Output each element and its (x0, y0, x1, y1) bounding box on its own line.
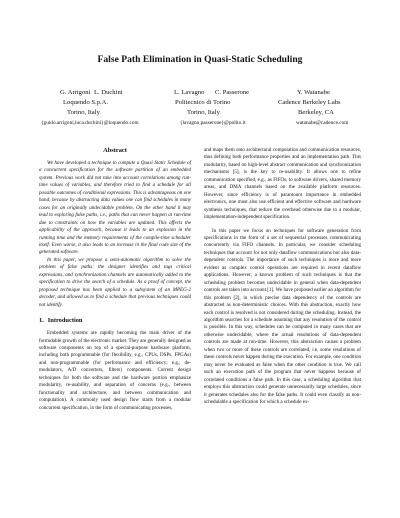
abstract-paragraph: In this paper, we propose a semi-automatic algorithm to solve the problem of false paths: the designer identifies and tags critical expressions, and synchronization channels are automatically added to the specification to drive the search of a schedule. As a proof of concept, the proposed technique has been applied to a subsystem of an MPEG-2 decoder, and allowed us to find a schedule that previous techniques could not identify. (39, 256, 191, 308)
author-city: Berkeley, CA (298, 109, 334, 116)
body-paragraph: Embedded systems are rapidly becoming the main driver of the formidable growth of the electronic market. They are generally designed as software components on top of a special-purpose hardware platform, including both programmable (for flexibility, e.g., CPUs, DSPs, FPGAs) and non-programmable (for performance and efficiency; e.g., de-modulators, A/D converters, filters) components. Current design techniques for both the software and the hardware portion emphasize modularity, re-usability, and separation of concerns (e.g., between functionality and architecture, and between communication and computation). A commonly used design flow starts from a modular concurrent specification, in the form of communicating processes, (39, 330, 191, 411)
author-name: C. Passerone (215, 89, 250, 96)
body-paragraph: In this paper we focus on techniques for software generation from specifications in the form of a set of sequential processes communicating concurrently via FIFO channels. In particular, we consider scheduling techniques that account for not only dataflow communications but also data-dependent controls. The importance of such techniques is more and more evident as complex control operations are required in recent dataflow applications. However, a known problem of such techniques is that the scheduling problem becomes undecidable in general when data-dependent controls are taken into account [1]. We have proposed earlier an algorithm for this problem [2], in which precise data dependency of the controls are abstracted as non-deterministic choices. With this abstraction, exactly how each control is resolved is not considered during the scheduling. Instead, the algorithm searches for a schedule assuming that any resolution of the control is possible. In this way, schedules can be computed in many cases that are otherwise undecidable, where the actual resolutions of data-dependent controls are made at run-time. However, this abstraction causes a problem when two or more of these controls are correlated, i.e. some resolutions of these controls never happen during the execution. For example, one condition may never be evaluated as false when the other condition is true. We call such an execution path of the program that never happens because of correlated conditions a false path. In this case, a scheduling algorithm that employs this abstraction could generate unnecessarily large schedules, since it generates schedules also for the false paths. It could even classify as non-schedulable a specification for which a schedule ex- (204, 227, 361, 405)
author-name: L. Lavagno (174, 89, 205, 96)
abstract-heading: Abstract (103, 147, 127, 154)
author-city: Torino, Italy (67, 109, 100, 116)
section-title: Introduction (47, 317, 83, 325)
author-block (44, 88, 364, 118)
author-affiliation: Cadence Berkeley Labs (278, 99, 341, 106)
author-affiliation: Politecnico di Torino (175, 99, 231, 106)
author-email: watanabe@cadence.com (296, 120, 349, 126)
author-affiliations-row (44, 98, 364, 108)
author-cities-row (44, 108, 364, 118)
author-name: Y. Watanabe (297, 89, 330, 96)
abstract-body (39, 160, 191, 309)
right-column (204, 147, 361, 406)
author-name: L. Duchini (94, 89, 123, 96)
left-column (39, 147, 191, 412)
paper-title: False Path Elimination in Quasi-Static Scheduling (97, 54, 303, 65)
section-heading (39, 317, 191, 325)
author-city: Torino, Italy (187, 109, 220, 116)
section-number: 1. (39, 317, 44, 325)
author-emails-row (0, 119, 400, 128)
author-affiliation: Loquendo S.p.A. (63, 99, 109, 106)
author-email: {lavagno,passerone}@polito.it (180, 120, 246, 126)
abstract-paragraph: We have developed a technique to compute a Quasi Static Schedule of a concurrent specification for the software partition of an embedded system. Previous work did not take into account correlations among run-time values of variables, and therefore tried to find a schedule for all possible outcomes of conditional expressions. This is advantageous on one hand, because by abstracting data values one can find schedules in many cases for an originally undecidable problem. On the other hand it may lead to exploring false paths, i.e., paths that can never happen at run-time due to constraints on how the variables are updated. This affects the applicability of the approach, because it leads to an explosion in the running time and the memory requirements of the compile-time scheduler itself. Even worse, it also leads to an increase in the final code size of the generated software. (39, 160, 191, 256)
author-email: {guido.arrigoni,luca.duchini}@loquendo.com (41, 120, 139, 126)
author-names-row (44, 88, 364, 98)
body-paragraph: and maps them onto architectural computation and communication resources, thus defining both performance properties and an implementation path. This modularity, based on high-level abstract communication and synchronization mechanisms [5], is the key to re-usability. It allows one to refine communication specified, e.g., as FIFOs, to software drivers, shared memory areas, and DMA channels based on the available platform resources. However, since efficiency is of paramount importance in embedded electronics, one must also use efficient and effective software and hardware synthesis techniques, that reduce the overhead otherwise due to a modular, implementation-independent specification. (204, 147, 361, 221)
author-name: G. Arrigoni (60, 89, 91, 96)
